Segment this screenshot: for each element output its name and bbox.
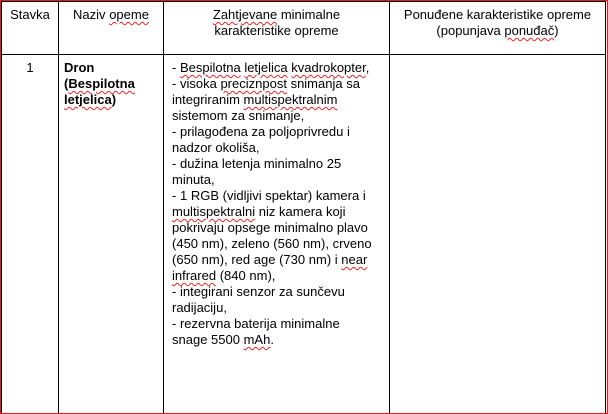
spec-line: snage 5500 mAh. bbox=[172, 332, 274, 347]
equipment-name-line-3: letjelica) bbox=[64, 92, 117, 107]
spec-line: - visoka preciznpost snimanja sa bbox=[172, 76, 360, 91]
spellcheck-flagged-word: opeme bbox=[109, 7, 149, 22]
spellcheck-flagged-word: preciznpost bbox=[220, 76, 287, 91]
spec-line: multispektralni niz kamera koji bbox=[172, 204, 346, 219]
spec-line: minuta, bbox=[172, 172, 215, 187]
spec-line: nadzor okoliša, bbox=[172, 140, 260, 155]
item-number: 1 bbox=[2, 55, 59, 414]
equipment-spec-table bbox=[1, 1, 606, 414]
equipment-name bbox=[59, 55, 164, 414]
spec-line: - integirani senzor za sunčevu bbox=[172, 284, 345, 299]
header-offered-line-1: Ponuđene karakteristike opreme bbox=[403, 7, 592, 22]
spellcheck-flagged-word: Bespilotna bbox=[68, 76, 135, 91]
header-required-specs bbox=[164, 2, 390, 55]
header-required-line-1: Zahtjevane minimalne bbox=[212, 7, 341, 22]
equipment-name-line-2: (Bespilotna bbox=[64, 76, 135, 91]
header-naziv-text: Naziv opeme bbox=[73, 7, 149, 22]
spec-line: - dužina letenja minimalno 25 bbox=[172, 156, 342, 171]
header-stavka-label: Stavka bbox=[10, 7, 50, 22]
spellcheck-flagged-word: Zahtjevane bbox=[212, 7, 278, 22]
spec-line: - prilagođena za poljoprivredu i bbox=[172, 124, 350, 139]
spellcheck-flagged-word: mAh bbox=[243, 332, 271, 347]
spec-line: - Bespilotna letjelica kvadrokopter, bbox=[172, 60, 370, 75]
header-required-line-2: karakteristike opreme bbox=[214, 23, 339, 38]
spec-line: radijaciju, bbox=[172, 300, 227, 315]
spellcheck-flagged-word: infrared bbox=[172, 268, 217, 283]
table-row bbox=[2, 55, 606, 414]
spellcheck-flagged-word: Bespilotna bbox=[179, 60, 241, 75]
spellcheck-flagged-word: letjelica bbox=[64, 92, 112, 107]
offered-specs-cell[interactable] bbox=[390, 55, 606, 414]
spec-line: sistemom za snimanje, bbox=[172, 108, 305, 123]
spellcheck-flagged-word: near bbox=[341, 252, 368, 267]
equipment-name-line-1: Dron bbox=[64, 60, 95, 75]
header-naziv-label bbox=[59, 7, 163, 23]
spec-line: (650 nm), red age (730 nm) i near bbox=[172, 252, 368, 267]
header-row bbox=[2, 2, 606, 55]
header-naziv-opeme bbox=[59, 2, 164, 55]
spec-line: - 1 RGB (vidljivi spektar) kamera i bbox=[172, 188, 366, 203]
spellcheck-flagged-word: ponuđač bbox=[504, 23, 555, 38]
spec-line: integriranim multispektralnim bbox=[172, 92, 338, 107]
spellcheck-flagged-word: multispektralnim bbox=[243, 92, 338, 107]
spec-line: (450 nm), zeleno (560 nm), crveno bbox=[172, 236, 372, 251]
header-stavka bbox=[2, 2, 59, 55]
spellcheck-flagged-word: multispektralni bbox=[172, 204, 256, 219]
spellcheck-flagged-word: letjelica bbox=[244, 60, 288, 75]
header-offered-specs bbox=[390, 2, 606, 55]
spec-line: infrared (840 nm), bbox=[172, 268, 276, 283]
spec-line: - rezervna baterija minimalne bbox=[172, 316, 340, 331]
spec-line: pokrivaju opsege minimalno plavo bbox=[172, 220, 368, 235]
header-offered-line-2: (popunjava ponuđač) bbox=[436, 23, 559, 38]
spellcheck-flagged-word: kvadrokopter bbox=[291, 60, 366, 75]
required-specs-list bbox=[164, 55, 390, 414]
